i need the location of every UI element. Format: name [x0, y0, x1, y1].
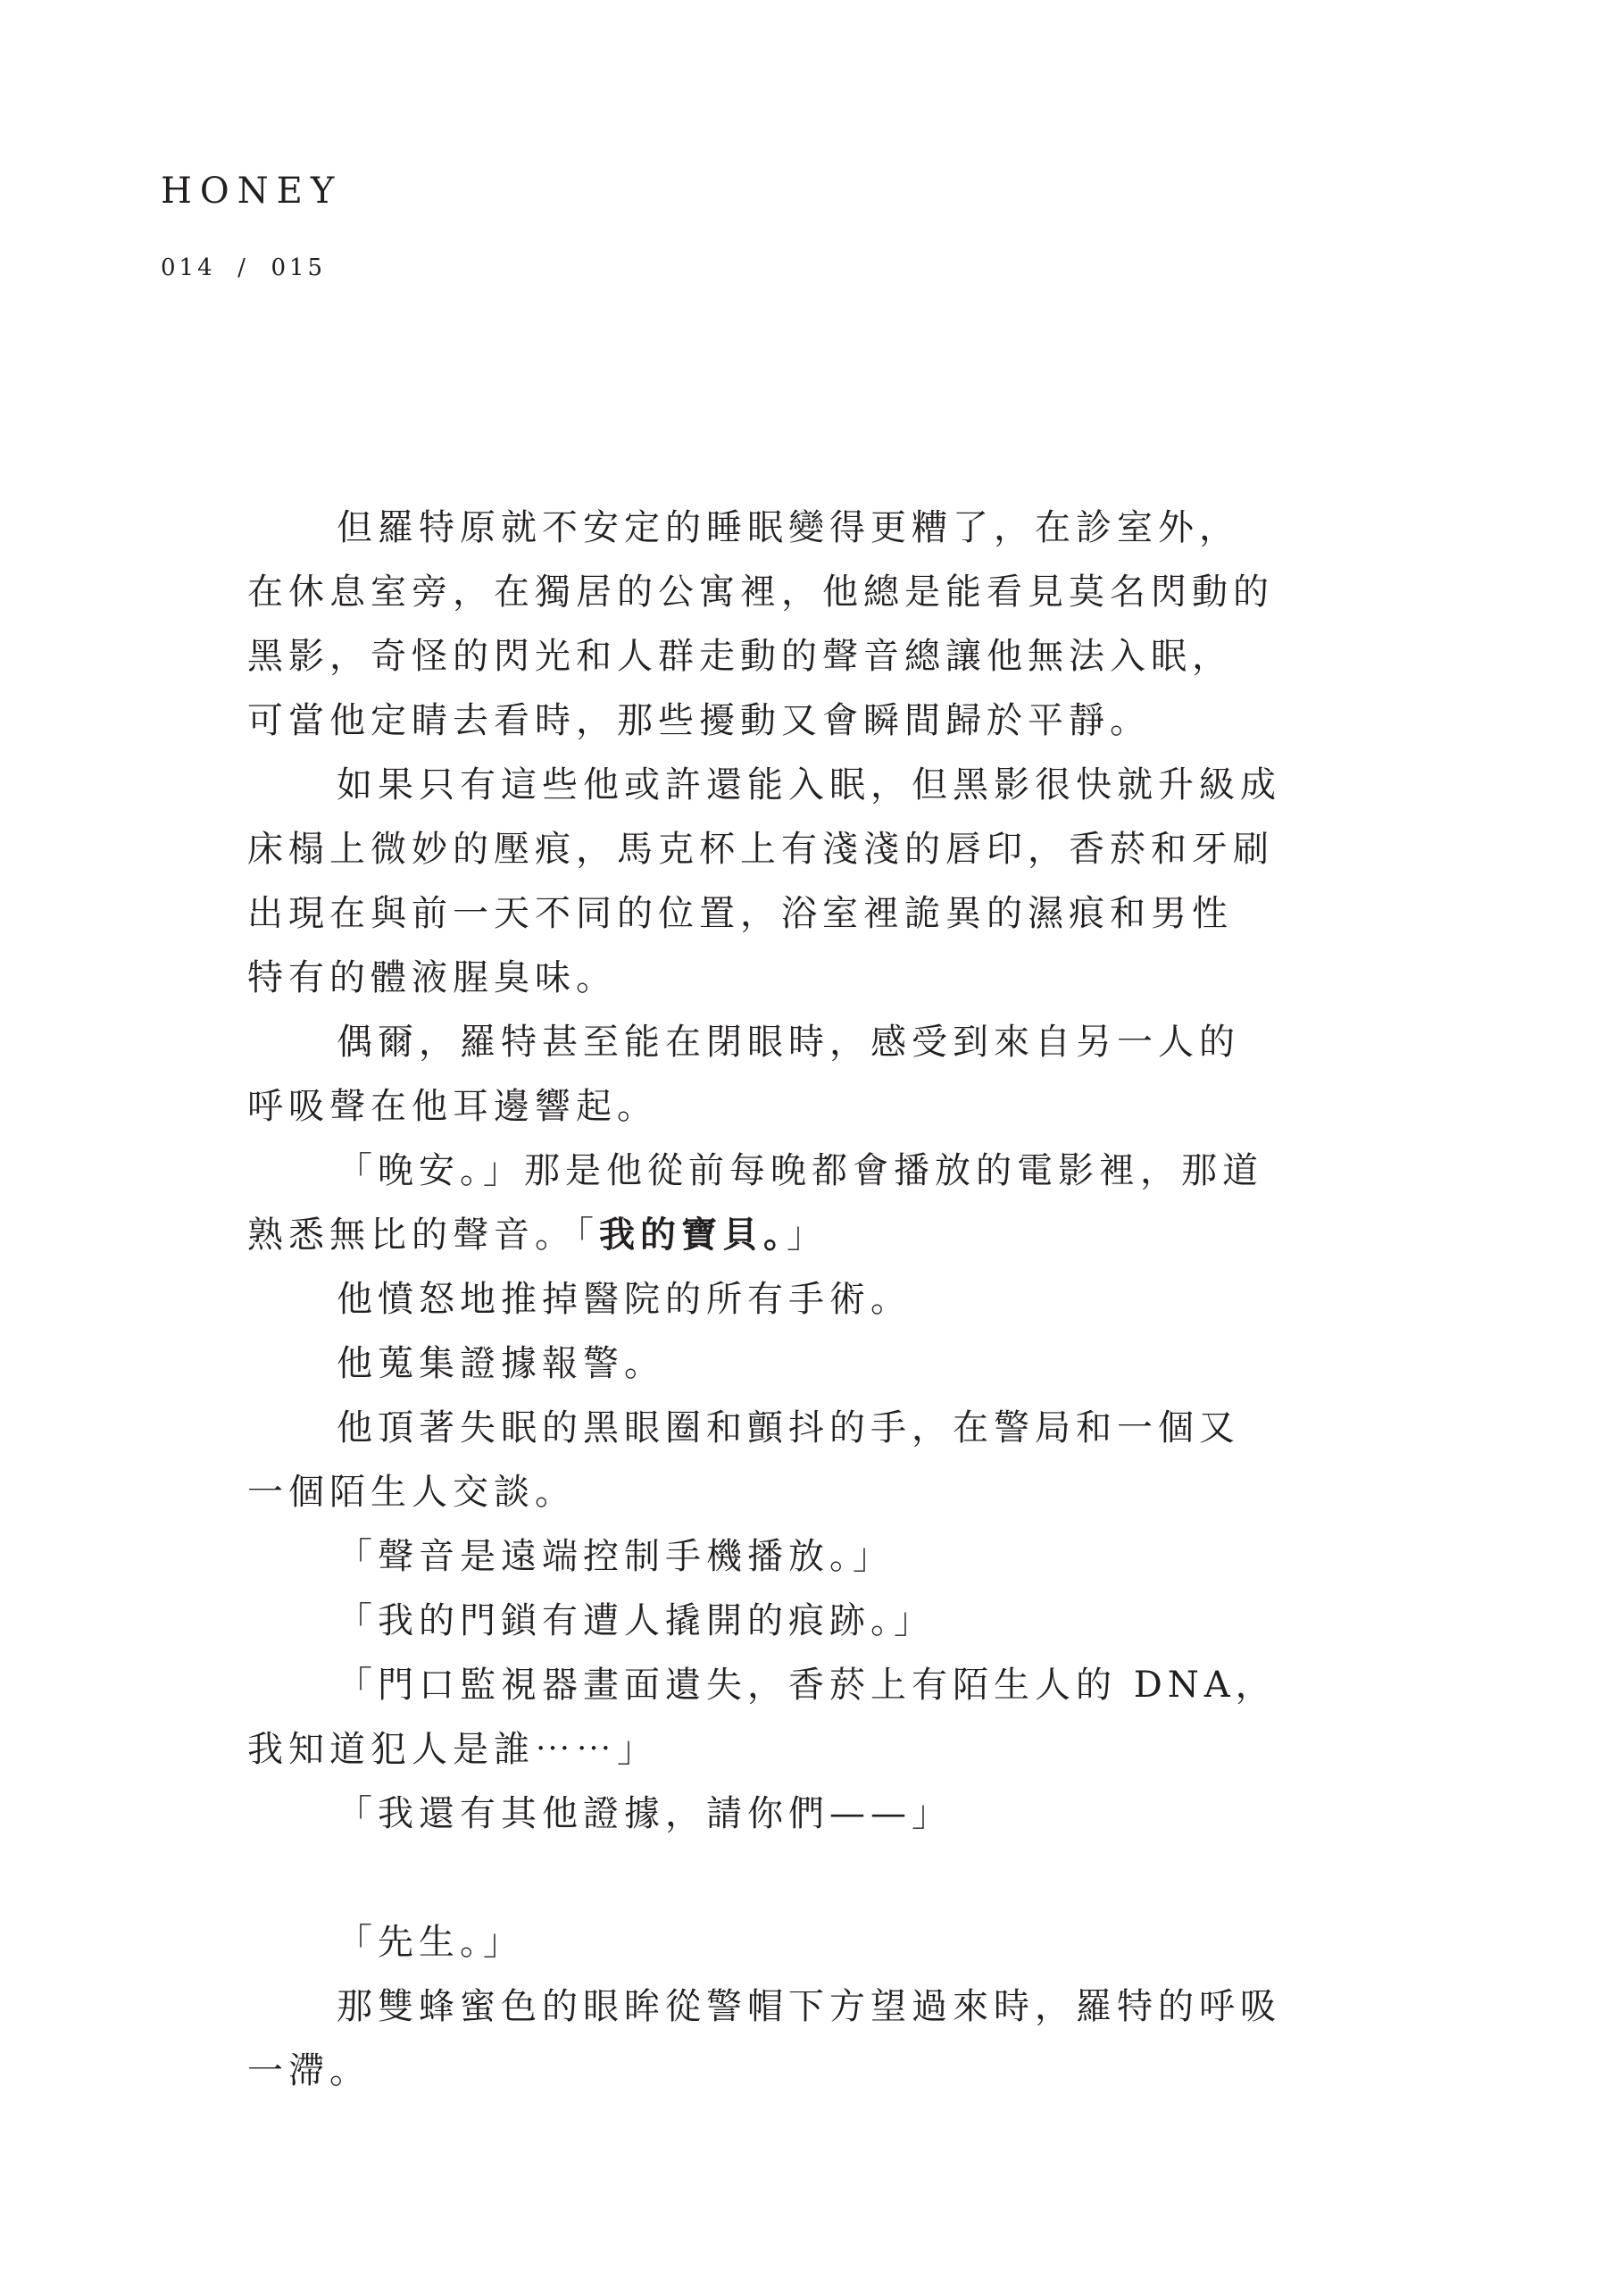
page-numbers: 014 / 015: [161, 255, 327, 281]
text-line: 可當他定睛去看時，那些擾動又會瞬間歸於平靜。: [247, 700, 1151, 741]
text-line: 我知道犯人是誰⋯⋯」: [247, 1729, 658, 1770]
text-line: 「我的門鎖有遭人撬開的痕跡。」: [337, 1600, 935, 1641]
text-line: 一滯。: [247, 2050, 371, 2091]
text-line: 他蒐集證據報警。: [337, 1343, 665, 1384]
text-line: 特有的體液腥臭味。: [247, 957, 617, 998]
book-title: HONEY: [161, 171, 343, 212]
text-line: [247, 1203, 1363, 1267]
text-line: 黑影，奇怪的閃光和人群走動的聲音總讓他無法入眠，: [247, 636, 1233, 677]
text-line: 「我還有其他證據，請你們——」: [337, 1793, 953, 1834]
text-line: 他頂著失眠的黑眼圈和顫抖的手，在警局和一個又: [337, 1407, 1240, 1448]
text-line: 但羅特原就不安定的睡眠變得更糟了，在診室外，: [337, 507, 1240, 548]
text-line: 一個陌生人交談。: [247, 1472, 576, 1513]
text-line: 他憤怒地推掉醫院的所有手術。: [337, 1279, 912, 1320]
text-line: 床榻上微妙的壓痕，馬克杯上有淺淺的唇印，香菸和牙刷: [247, 829, 1274, 870]
text-line: 「晚安。」那是他從前每晚都會播放的電影裡，那道: [337, 1150, 1263, 1191]
chapter-body: [247, 496, 1363, 2103]
text-line: 「門口監視器畫面遺失，香菸上有陌生人的 DNA，: [337, 1665, 1277, 1706]
text-line: 「聲音是遠端控制手機播放。」: [337, 1536, 894, 1577]
text-segment: 」: [787, 1215, 828, 1256]
text-line: 「先生。」: [337, 1922, 524, 1963]
text-line: 那雙蜂蜜色的眼眸從警帽下方望過來時，羅特的呼吸: [337, 1986, 1281, 2027]
running-header: [161, 170, 342, 282]
text-line: 呼吸聲在他耳邊響起。: [247, 1086, 658, 1127]
text-line: 出現在與前一天不同的位置，浴室裡詭異的濕痕和男性: [247, 893, 1233, 934]
text-segment: 熟悉無比的聲音。「: [247, 1215, 599, 1256]
text-line: 如果只有這些他或許還能入眠，但黑影很快就升級成: [337, 764, 1281, 806]
emphasis-text: 我的寶貝。: [599, 1214, 787, 1256]
section-break: [247, 1846, 1363, 1910]
text-line: 在休息室旁，在獨居的公寓裡，他總是能看見莫名閃動的: [247, 572, 1274, 613]
text-line: 偶爾，羅特甚至能在閉眼時，感受到來自另一人的: [337, 1022, 1240, 1063]
